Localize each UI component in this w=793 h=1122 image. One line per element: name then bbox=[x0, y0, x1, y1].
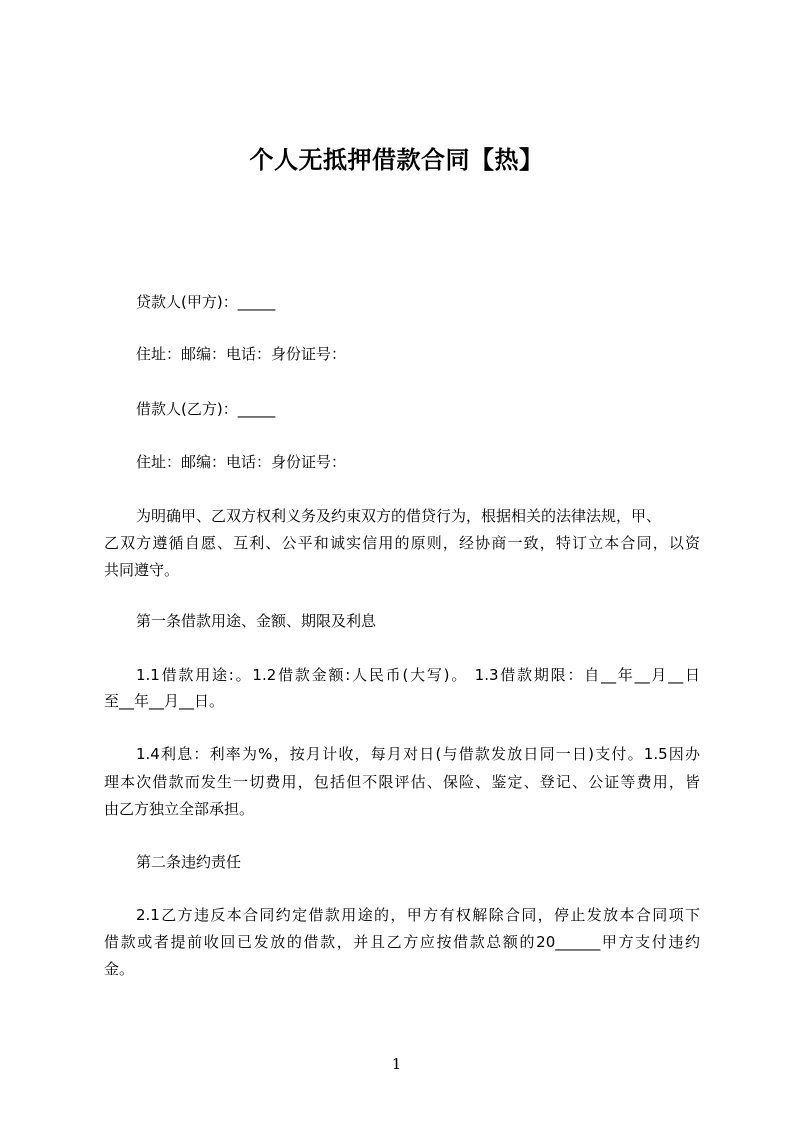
clause-2-1-line-3: 金。 bbox=[104, 960, 135, 978]
borrower-line: 借款人(乙方)：_____ bbox=[136, 400, 276, 418]
lender-address-line: 住址：邮编：电话：身份证号： bbox=[136, 345, 347, 363]
clause-2-1-line-1: 2.1乙方违反本合同约定借款用途的，甲方有权解除合同，停止发放本合同项下 bbox=[136, 906, 700, 924]
preamble-line-1: 为明确甲、乙双方权利义务及约束双方的借贷行为，根据相关的法律法规，甲、 bbox=[136, 507, 662, 525]
clause-1-4-line-2: 理本次借款而发生一切费用，包括但不限评估、保险、鉴定、登记、公证等费用，皆 bbox=[104, 773, 700, 791]
clause-1-1-line-1: 1.1借款用途:。1.2借款金额:人民币(大写)。 1.3借款期限：自__年__月__日 bbox=[136, 666, 700, 684]
page-number: 1 bbox=[391, 1055, 402, 1073]
borrower-address-line: 住址：邮编：电话：身份证号： bbox=[136, 453, 347, 471]
document-title: 个人无抵押借款合同【热】 bbox=[249, 146, 544, 174]
clause-1-1-line-2: 至__年__月__日。 bbox=[104, 692, 225, 710]
preamble-line-3: 共同遵守。 bbox=[104, 561, 180, 579]
clause-1-4-line-3: 由乙方独立全部承担。 bbox=[104, 800, 255, 818]
article-1-heading: 第一条借款用途、金额、期限及利息 bbox=[136, 612, 377, 630]
clause-1-4-line-1: 1.4利息：利率为%，按月计收，每月对日(与借款发放日同一日)支付。1.5因办 bbox=[136, 745, 700, 763]
lender-line: 贷款人(甲方)：_____ bbox=[136, 293, 276, 311]
article-2-heading: 第二条违约责任 bbox=[136, 853, 242, 871]
preamble-line-2: 乙双方遵循自愿、互利、公平和诚实信用的原则，经协商一致，特订立本合同，以资 bbox=[104, 534, 700, 552]
clause-2-1-line-2: 借款或者提前收回已发放的借款，并且乙方应按借款总额的20______甲方支付违约 bbox=[104, 933, 700, 951]
